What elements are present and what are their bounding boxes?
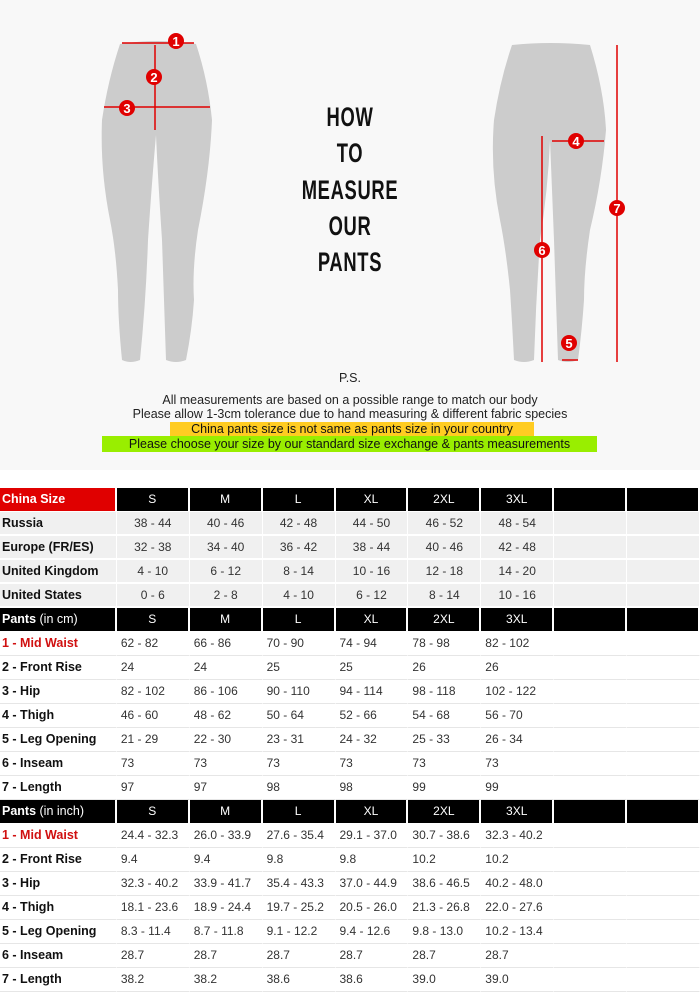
highlight-orange: China pants size is not same as pants size in your country: [170, 422, 534, 437]
table-cell: 26: [408, 656, 481, 680]
empty-cell: [627, 584, 700, 608]
empty-cell: [554, 776, 627, 800]
empty-cell: [627, 872, 700, 896]
table-cell: 40 - 46: [190, 512, 263, 536]
table-cell: 9.4 - 12.6: [336, 920, 409, 944]
table-cell: 82 - 102: [481, 632, 554, 656]
table-row: [0, 872, 700, 896]
table-cell: 94 - 114: [336, 680, 409, 704]
title-line: PANTS: [317, 247, 383, 277]
table-row: [0, 656, 700, 680]
table-cell: 24.4 - 32.3: [117, 824, 190, 848]
table-cell: 25: [336, 656, 409, 680]
table-row: [0, 632, 700, 656]
table-cell: 28.7: [481, 944, 554, 968]
row-label: 4 - Thigh: [0, 896, 117, 920]
empty-cell: [627, 848, 700, 872]
table-cell: 62 - 82: [117, 632, 190, 656]
row-label: 5 - Leg Opening: [0, 920, 117, 944]
table-cell: 39.0: [481, 968, 554, 992]
table-cell: 32.3 - 40.2: [117, 872, 190, 896]
table-row: [0, 752, 700, 776]
table-cell: 73: [190, 752, 263, 776]
table-cell: 98: [336, 776, 409, 800]
size-header-s: S: [117, 800, 190, 824]
table-cell: 54 - 68: [408, 704, 481, 728]
row-label: 6 - Inseam: [0, 752, 117, 776]
empty-cell: [627, 656, 700, 680]
table-cell: 42 - 48: [263, 512, 336, 536]
table-cell: 30.7 - 38.6: [408, 824, 481, 848]
table-cell: 42 - 48: [481, 536, 554, 560]
table-cell: 4 - 10: [263, 584, 336, 608]
table-cell: 26: [481, 656, 554, 680]
table-cell: 46 - 60: [117, 704, 190, 728]
table-cell: 38.6: [336, 968, 409, 992]
table-cell: 50 - 64: [263, 704, 336, 728]
measure-guide: [0, 0, 700, 470]
row-label: 2 - Front Rise: [0, 656, 117, 680]
ps-label: P.S.: [338, 371, 361, 385]
size-header-m: M: [190, 800, 263, 824]
empty-cell: [554, 728, 627, 752]
table-cell: 9.1 - 12.2: [263, 920, 336, 944]
empty-cell: [554, 536, 627, 560]
header-label-unit: (in inch): [36, 804, 84, 818]
size-header-s: S: [117, 608, 190, 632]
empty-cell: [627, 944, 700, 968]
row-label: 1 - Mid Waist: [0, 824, 117, 848]
table-cell: 46 - 52: [408, 512, 481, 536]
table-row: [0, 560, 700, 584]
table-cell: 21.3 - 26.8: [408, 896, 481, 920]
marker-4: 4: [572, 134, 580, 149]
empty-cell: [554, 632, 627, 656]
table-cell: 86 - 106: [190, 680, 263, 704]
empty-cell: [627, 752, 700, 776]
empty-cell: [627, 680, 700, 704]
table-cell: 8.7 - 11.8: [190, 920, 263, 944]
table-cell: 8.3 - 11.4: [117, 920, 190, 944]
table-cell: 74 - 94: [336, 632, 409, 656]
empty-cell: [627, 560, 700, 584]
row-label: 3 - Hip: [0, 872, 117, 896]
highlight-green: Please choose your size by our standard size exchange & pants measurements: [102, 436, 597, 452]
table-cell: 99: [408, 776, 481, 800]
table-row: [0, 968, 700, 992]
size-header-2xl: 2XL: [408, 608, 481, 632]
empty-cell: [554, 824, 627, 848]
size-header-l: L: [263, 608, 336, 632]
row-label: 7 - Length: [0, 776, 117, 800]
empty-cell: [627, 536, 700, 560]
table-header-row: [0, 800, 700, 824]
empty-header-cell: [554, 800, 627, 824]
table-cell: 97: [117, 776, 190, 800]
table-cell: 36 - 42: [263, 536, 336, 560]
empty-cell: [554, 512, 627, 536]
table-cell: 28.7: [263, 944, 336, 968]
table-cell: 78 - 98: [408, 632, 481, 656]
table-cell: 38 - 44: [336, 536, 409, 560]
table-cell: 73: [408, 752, 481, 776]
table-cell: 38.6: [263, 968, 336, 992]
table-cell: 38.2: [190, 968, 263, 992]
empty-header-cell: [627, 488, 700, 512]
size-header-l: L: [263, 800, 336, 824]
empty-cell: [627, 824, 700, 848]
row-label: 7 - Length: [0, 968, 117, 992]
table-cell: 99: [481, 776, 554, 800]
table-cell: 29.1 - 37.0: [336, 824, 409, 848]
table-row: [0, 944, 700, 968]
empty-cell: [554, 896, 627, 920]
header-label: [0, 800, 117, 824]
table-cell: 6 - 12: [336, 584, 409, 608]
header-label-bold: Pants: [2, 804, 37, 818]
table-row: [0, 704, 700, 728]
table-cell: 27.6 - 35.4: [263, 824, 336, 848]
table-cell: 73: [336, 752, 409, 776]
table-cell: 33.9 - 41.7: [190, 872, 263, 896]
header-label: [0, 608, 117, 632]
table-cell: 98: [263, 776, 336, 800]
header-label-unit: (in cm): [36, 612, 78, 626]
table-cell: 28.7: [336, 944, 409, 968]
table-cell: 48 - 62: [190, 704, 263, 728]
empty-cell: [554, 968, 627, 992]
table-cell: 37.0 - 44.9: [336, 872, 409, 896]
side-pants-silhouette: [493, 43, 606, 362]
table-cell: 90 - 110: [263, 680, 336, 704]
table-cell: 28.7: [190, 944, 263, 968]
front-pants-silhouette: [102, 41, 212, 362]
size-header-2xl: 2XL: [408, 800, 481, 824]
table-cell: 4 - 10: [117, 560, 190, 584]
title-line: MEASURE: [301, 175, 399, 205]
row-label: 1 - Mid Waist: [0, 632, 117, 656]
empty-header-cell: [554, 488, 627, 512]
marker-1: 1: [172, 34, 180, 49]
table-cell: 34 - 40: [190, 536, 263, 560]
empty-cell: [627, 896, 700, 920]
marker-6: 6: [538, 243, 546, 258]
table-cell: 26 - 34: [481, 728, 554, 752]
size-header-3xl: 3XL: [481, 800, 554, 824]
table-cell: 44 - 50: [336, 512, 409, 536]
table-cell: 10 - 16: [336, 560, 409, 584]
table-row: [0, 536, 700, 560]
empty-cell: [554, 848, 627, 872]
table-cell: 38.6 - 46.5: [408, 872, 481, 896]
table-cell: 23 - 31: [263, 728, 336, 752]
table-cell: 32 - 38: [117, 536, 190, 560]
table-cell: 70 - 90: [263, 632, 336, 656]
table-cell: 56 - 70: [481, 704, 554, 728]
size-header-l: L: [263, 488, 336, 512]
title-line: TO: [336, 138, 364, 168]
empty-cell: [627, 920, 700, 944]
empty-cell: [627, 728, 700, 752]
empty-cell: [554, 872, 627, 896]
table-cell: 82 - 102: [117, 680, 190, 704]
marker-7: 7: [613, 201, 621, 216]
table-cell: 22 - 30: [190, 728, 263, 752]
size-header-m: M: [190, 608, 263, 632]
table-cell: 102 - 122: [481, 680, 554, 704]
table-row: [0, 512, 700, 536]
empty-header-cell: [554, 608, 627, 632]
empty-cell: [554, 704, 627, 728]
row-label: 6 - Inseam: [0, 944, 117, 968]
empty-cell: [627, 512, 700, 536]
row-label: United Kingdom: [0, 560, 117, 584]
table-cell: 38.2: [117, 968, 190, 992]
table-row: [0, 584, 700, 608]
table-row: [0, 824, 700, 848]
table-cell: 12 - 18: [408, 560, 481, 584]
table-cell: 0 - 6: [117, 584, 190, 608]
table-cell: 9.4: [190, 848, 263, 872]
empty-header-cell: [627, 800, 700, 824]
table-cell: 8 - 14: [263, 560, 336, 584]
empty-header-cell: [627, 608, 700, 632]
empty-cell: [554, 560, 627, 584]
table-cell: 9.8: [263, 848, 336, 872]
empty-cell: [554, 680, 627, 704]
table-cell: 97: [190, 776, 263, 800]
table-cell: 21 - 29: [117, 728, 190, 752]
table-header-row: [0, 488, 700, 512]
row-label: 4 - Thigh: [0, 704, 117, 728]
empty-cell: [554, 752, 627, 776]
table-cell: 18.1 - 23.6: [117, 896, 190, 920]
table-cell: 32.3 - 40.2: [481, 824, 554, 848]
table-cell: 66 - 86: [190, 632, 263, 656]
size-header-m: M: [190, 488, 263, 512]
note-line-1: All measurements are based on a possible range to match our body: [162, 393, 538, 407]
table-cell: 9.8: [336, 848, 409, 872]
table-cell: 10.2: [481, 848, 554, 872]
empty-cell: [554, 944, 627, 968]
table-cell: 38 - 44: [117, 512, 190, 536]
marker-3: 3: [123, 101, 131, 116]
header-label-bold: Pants: [2, 612, 37, 626]
empty-cell: [554, 584, 627, 608]
row-label: United States: [0, 584, 117, 608]
marker-5: 5: [565, 336, 573, 351]
table-cell: 10.2: [408, 848, 481, 872]
table-cell: 73: [481, 752, 554, 776]
size-chart-table: [0, 488, 700, 992]
row-label: 3 - Hip: [0, 680, 117, 704]
table-cell: 8 - 14: [408, 584, 481, 608]
table-cell: 24: [117, 656, 190, 680]
note-line-2: Please allow 1-3cm tolerance due to hand measuring & different fabric species: [132, 407, 568, 421]
table-cell: 14 - 20: [481, 560, 554, 584]
empty-cell: [627, 632, 700, 656]
table-cell: 25 - 33: [408, 728, 481, 752]
table-cell: 10.2 - 13.4: [481, 920, 554, 944]
header-label: China Size: [0, 488, 117, 512]
table-cell: 2 - 8: [190, 584, 263, 608]
row-label: Europe (FR/ES): [0, 536, 117, 560]
table-cell: 24: [190, 656, 263, 680]
table-cell: 10 - 16: [481, 584, 554, 608]
table-cell: 9.8 - 13.0: [408, 920, 481, 944]
size-header-xl: XL: [336, 800, 409, 824]
table-cell: 6 - 12: [190, 560, 263, 584]
table-cell: 20.5 - 26.0: [336, 896, 409, 920]
table-cell: 28.7: [117, 944, 190, 968]
table-cell: 25: [263, 656, 336, 680]
table-row: [0, 920, 700, 944]
size-header-xl: XL: [336, 608, 409, 632]
table-cell: 35.4 - 43.3: [263, 872, 336, 896]
table-row: [0, 680, 700, 704]
table-cell: 26.0 - 33.9: [190, 824, 263, 848]
table-cell: 19.7 - 25.2: [263, 896, 336, 920]
table-cell: 40 - 46: [408, 536, 481, 560]
table-cell: 24 - 32: [336, 728, 409, 752]
table-cell: 9.4: [117, 848, 190, 872]
size-header-3xl: 3XL: [481, 488, 554, 512]
empty-cell: [627, 704, 700, 728]
size-header-xl: XL: [336, 488, 409, 512]
size-header-s: S: [117, 488, 190, 512]
table-cell: 73: [263, 752, 336, 776]
table-cell: 73: [117, 752, 190, 776]
size-header-3xl: 3XL: [481, 608, 554, 632]
title-line: HOW: [326, 102, 374, 132]
empty-cell: [627, 776, 700, 800]
row-label: 5 - Leg Opening: [0, 728, 117, 752]
size-header-2xl: 2XL: [408, 488, 481, 512]
table-row: [0, 848, 700, 872]
table-cell: 39.0: [408, 968, 481, 992]
table-cell: 22.0 - 27.6: [481, 896, 554, 920]
table-header-row: [0, 608, 700, 632]
empty-cell: [627, 968, 700, 992]
empty-cell: [554, 656, 627, 680]
table-cell: 18.9 - 24.4: [190, 896, 263, 920]
table-cell: 40.2 - 48.0: [481, 872, 554, 896]
table-row: [0, 896, 700, 920]
row-label: Russia: [0, 512, 117, 536]
title-line: OUR: [328, 211, 372, 241]
table-cell: 52 - 66: [336, 704, 409, 728]
row-label: 2 - Front Rise: [0, 848, 117, 872]
table-row: [0, 728, 700, 752]
table-cell: 28.7: [408, 944, 481, 968]
table-cell: 48 - 54: [481, 512, 554, 536]
table-cell: 98 - 118: [408, 680, 481, 704]
table-row: [0, 776, 700, 800]
marker-2: 2: [150, 70, 158, 85]
empty-cell: [554, 920, 627, 944]
